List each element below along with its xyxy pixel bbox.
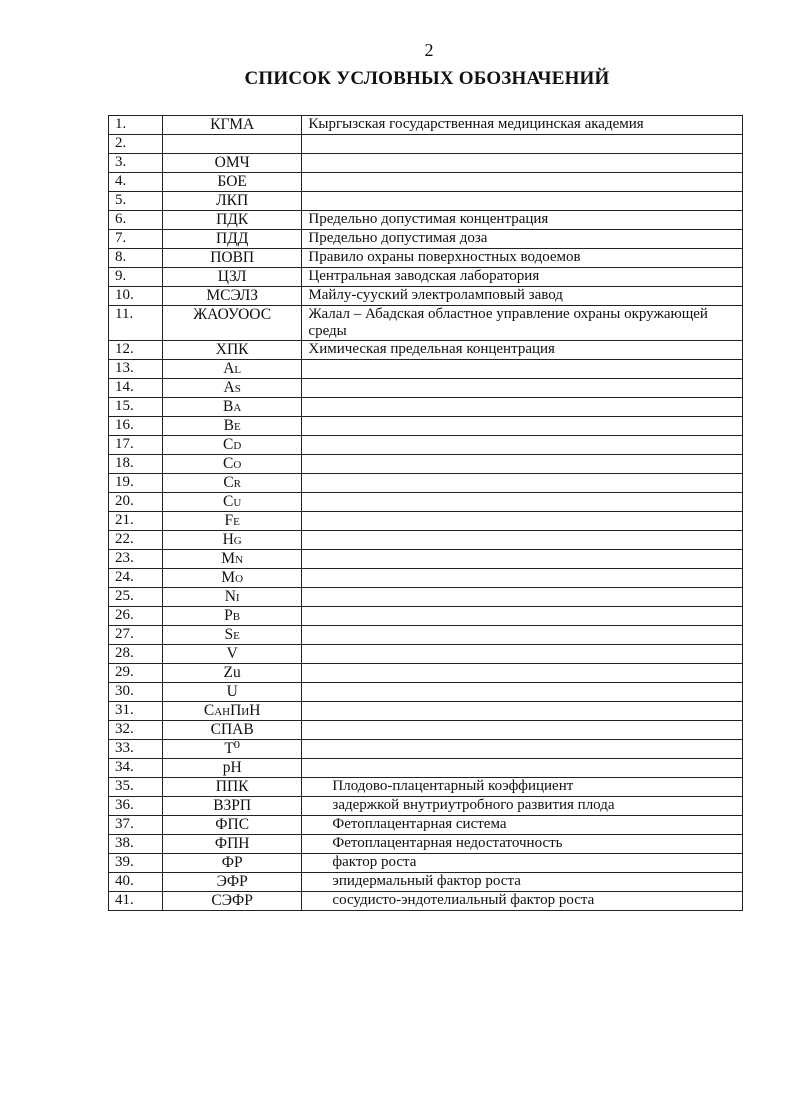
table-row	[109, 759, 743, 778]
row-abbreviation: Co	[162, 455, 301, 474]
table-row	[109, 268, 743, 287]
row-description: эпидермальный фактор роста	[302, 873, 743, 892]
table-row	[109, 360, 743, 379]
row-abbreviation: ЛКП	[162, 192, 301, 211]
row-abbreviation: Ni	[162, 588, 301, 607]
row-abbreviation: ПДД	[162, 230, 301, 249]
table-row	[109, 379, 743, 398]
row-number: 14.	[109, 379, 163, 398]
row-description: задержкой внутриутробного развития плода	[302, 797, 743, 816]
row-number: 18.	[109, 455, 163, 474]
row-number: 36.	[109, 797, 163, 816]
row-description: Предельно допустимая доза	[302, 230, 743, 249]
table-row	[109, 607, 743, 626]
table-row	[109, 816, 743, 835]
row-description	[302, 493, 743, 512]
row-abbreviation: Pb	[162, 607, 301, 626]
row-number: 15.	[109, 398, 163, 417]
row-number: 9.	[109, 268, 163, 287]
row-number: 1.	[109, 116, 163, 135]
row-description	[302, 626, 743, 645]
row-description: сосудисто-эндотелиальный фактор роста	[302, 892, 743, 911]
table-row	[109, 588, 743, 607]
row-description	[302, 531, 743, 550]
table-row	[109, 417, 743, 436]
row-number: 11.	[109, 306, 163, 341]
table-row	[109, 455, 743, 474]
table-row	[109, 230, 743, 249]
row-number: 2.	[109, 135, 163, 154]
row-abbreviation: T⁰	[162, 740, 301, 759]
page-number: 2	[424, 40, 434, 60]
row-number: 3.	[109, 154, 163, 173]
table-row	[109, 287, 743, 306]
row-description	[302, 683, 743, 702]
row-description: Центральная заводская лаборатория	[302, 268, 743, 287]
row-abbreviation: As	[162, 379, 301, 398]
row-abbreviation: ППК	[162, 778, 301, 797]
row-description: Фетоплацентарная система	[302, 816, 743, 835]
table-row	[109, 778, 743, 797]
row-abbreviation: МСЭЛЗ	[162, 287, 301, 306]
row-abbreviation: Fe	[162, 512, 301, 531]
row-number: 4.	[109, 173, 163, 192]
row-description	[302, 645, 743, 664]
row-description	[302, 154, 743, 173]
table-row	[109, 740, 743, 759]
table-row	[109, 474, 743, 493]
row-description	[302, 360, 743, 379]
row-number: 31.	[109, 702, 163, 721]
table-row	[109, 892, 743, 911]
row-number: 13.	[109, 360, 163, 379]
row-abbreviation: БОЕ	[162, 173, 301, 192]
table-row	[109, 436, 743, 455]
row-description: Кыргызская государственная медицинская академия	[302, 116, 743, 135]
row-description	[302, 379, 743, 398]
row-number: 21.	[109, 512, 163, 531]
row-number: 32.	[109, 721, 163, 740]
table-row	[109, 249, 743, 268]
table-row	[109, 854, 743, 873]
table-row	[109, 531, 743, 550]
row-abbreviation: Al	[162, 360, 301, 379]
row-description: Фетоплацентарная недостаточность	[302, 835, 743, 854]
table-row	[109, 873, 743, 892]
row-description: Правило охраны поверхностных водоемов	[302, 249, 743, 268]
row-number: 17.	[109, 436, 163, 455]
row-number: 6.	[109, 211, 163, 230]
row-abbreviation: ФПН	[162, 835, 301, 854]
row-description	[302, 192, 743, 211]
table-row	[109, 116, 743, 135]
row-abbreviation: Ba	[162, 398, 301, 417]
row-abbreviation: ЖАОУООС	[162, 306, 301, 341]
row-description	[302, 512, 743, 531]
row-description	[302, 436, 743, 455]
row-number: 5.	[109, 192, 163, 211]
page-title: СПИСОК УСЛОВНЫХ ОБОЗНАЧЕНИЙ	[244, 68, 610, 89]
row-description	[302, 398, 743, 417]
row-description	[302, 721, 743, 740]
row-description	[302, 588, 743, 607]
row-abbreviation: СанПиН	[162, 702, 301, 721]
row-number: 12.	[109, 341, 163, 360]
row-abbreviation: Cd	[162, 436, 301, 455]
table-row	[109, 721, 743, 740]
abbreviations-table	[108, 115, 743, 911]
row-abbreviation: Zu	[162, 664, 301, 683]
table-row	[109, 645, 743, 664]
row-description	[302, 135, 743, 154]
table-row	[109, 192, 743, 211]
table-row	[109, 550, 743, 569]
row-description	[302, 173, 743, 192]
row-number: 26.	[109, 607, 163, 626]
table-row	[109, 173, 743, 192]
row-description	[302, 550, 743, 569]
row-description	[302, 455, 743, 474]
row-description	[302, 417, 743, 436]
table-row	[109, 154, 743, 173]
row-description: Химическая предельная концентрация	[302, 341, 743, 360]
row-abbreviation: Mo	[162, 569, 301, 588]
row-number: 35.	[109, 778, 163, 797]
table-row	[109, 306, 743, 341]
row-description	[302, 474, 743, 493]
table-row	[109, 626, 743, 645]
row-abbreviation: Mn	[162, 550, 301, 569]
row-abbreviation: ОМЧ	[162, 154, 301, 173]
row-number: 34.	[109, 759, 163, 778]
row-description	[302, 759, 743, 778]
row-abbreviation: ПОВП	[162, 249, 301, 268]
table-row	[109, 211, 743, 230]
row-description	[302, 569, 743, 588]
table-row	[109, 835, 743, 854]
row-number: 27.	[109, 626, 163, 645]
row-abbreviation: ФР	[162, 854, 301, 873]
row-description: Майлу-сууский электроламповый завод	[302, 287, 743, 306]
table-row	[109, 702, 743, 721]
row-description: Жалал – Абадская областное управление охраны окружающей среды	[302, 306, 743, 341]
row-abbreviation: КГМА	[162, 116, 301, 135]
row-number: 39.	[109, 854, 163, 873]
row-number: 23.	[109, 550, 163, 569]
row-abbreviation: U	[162, 683, 301, 702]
row-number: 30.	[109, 683, 163, 702]
row-number: 16.	[109, 417, 163, 436]
row-abbreviation: Cu	[162, 493, 301, 512]
table-row	[109, 797, 743, 816]
row-number: 7.	[109, 230, 163, 249]
row-description: Плодово-плацентарный коэффициент	[302, 778, 743, 797]
table-row	[109, 135, 743, 154]
row-abbreviation: ЭФР	[162, 873, 301, 892]
row-abbreviation	[162, 135, 301, 154]
row-description	[302, 607, 743, 626]
row-abbreviation: pH	[162, 759, 301, 778]
row-description	[302, 664, 743, 683]
row-number: 40.	[109, 873, 163, 892]
row-number: 25.	[109, 588, 163, 607]
table-row	[109, 493, 743, 512]
row-number: 22.	[109, 531, 163, 550]
row-number: 28.	[109, 645, 163, 664]
row-description	[302, 702, 743, 721]
row-description	[302, 740, 743, 759]
row-number: 24.	[109, 569, 163, 588]
row-number: 37.	[109, 816, 163, 835]
row-abbreviation: СПАВ	[162, 721, 301, 740]
table-row	[109, 398, 743, 417]
row-abbreviation: Hg	[162, 531, 301, 550]
row-number: 8.	[109, 249, 163, 268]
table-row	[109, 341, 743, 360]
table-row	[109, 512, 743, 531]
row-abbreviation: ПДК	[162, 211, 301, 230]
row-abbreviation: Be	[162, 417, 301, 436]
table-row	[109, 664, 743, 683]
row-abbreviation: ХПК	[162, 341, 301, 360]
table-row	[109, 569, 743, 588]
row-abbreviation: ВЗРП	[162, 797, 301, 816]
row-number: 10.	[109, 287, 163, 306]
row-number: 20.	[109, 493, 163, 512]
row-number: 41.	[109, 892, 163, 911]
row-abbreviation: V	[162, 645, 301, 664]
row-abbreviation: Se	[162, 626, 301, 645]
row-abbreviation: СЭФР	[162, 892, 301, 911]
row-abbreviation: Cr	[162, 474, 301, 493]
row-number: 33.	[109, 740, 163, 759]
row-number: 29.	[109, 664, 163, 683]
row-number: 38.	[109, 835, 163, 854]
row-abbreviation: ФПС	[162, 816, 301, 835]
row-description: фактор роста	[302, 854, 743, 873]
row-description: Предельно допустимая концентрация	[302, 211, 743, 230]
table-row	[109, 683, 743, 702]
row-abbreviation: ЦЗЛ	[162, 268, 301, 287]
row-number: 19.	[109, 474, 163, 493]
